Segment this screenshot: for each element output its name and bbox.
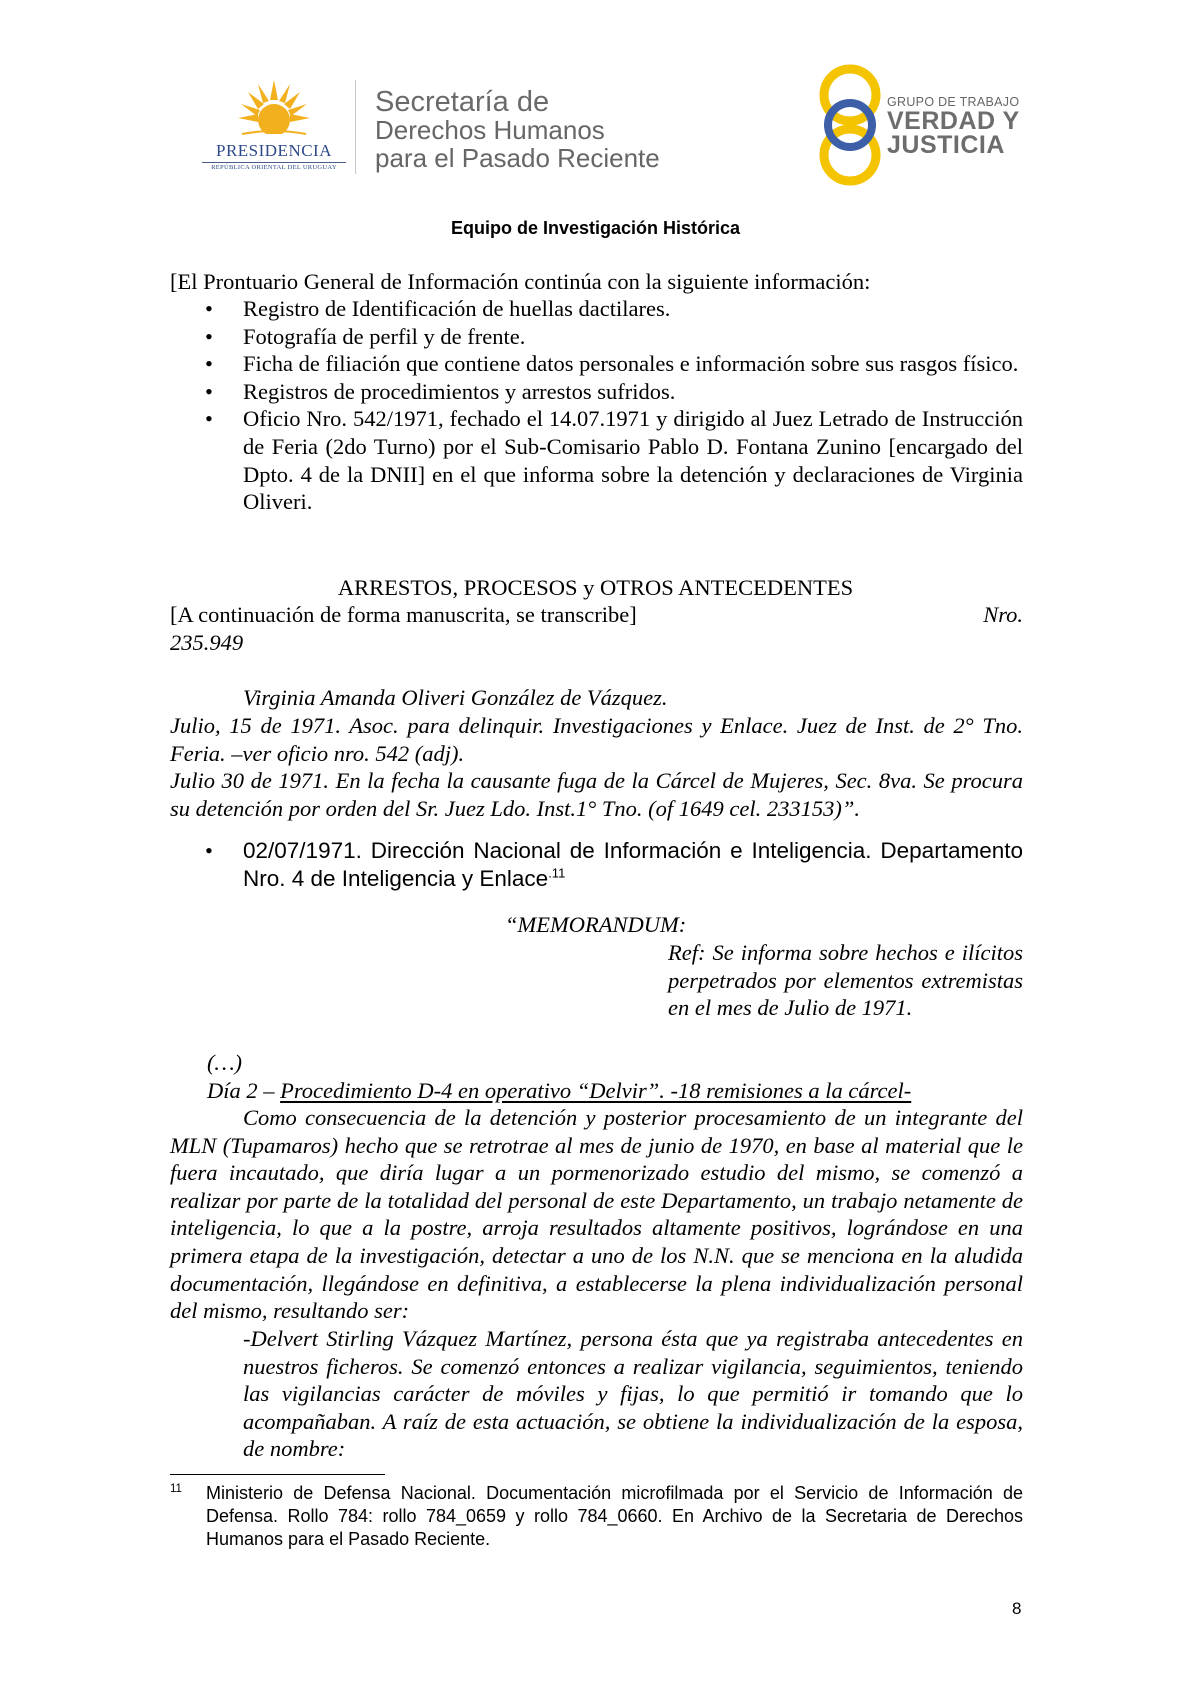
grupo-line-3: JUSTICIA [887, 131, 1005, 159]
nro-value: 235.949 [170, 630, 244, 655]
record-entry-1: Julio, 15 de 1971. Asoc. para delinquir. Investigaciones y Enlace. Juez de Inst. de 2° Tno. Feria. –ver oficio nro. 542 (adj). [170, 713, 1023, 766]
info-bullet-list [170, 295, 1023, 516]
presidencia-divider [202, 162, 346, 163]
list-item: • Ficha de filiación que contiene datos personales e información sobre sus rasgos físico. [205, 351, 1019, 377]
bullet-icon: • [205, 838, 213, 863]
memo-reference: Ref: Se informa sobre hechos e ilícitos perpetrados por elementos extremistas en el mes de Julio de 1971. [668, 940, 1023, 1021]
memo-title: “MEMORANDUM: [505, 912, 687, 937]
dnii-bullet [170, 837, 1023, 893]
grupo-line-1: GRUPO DE TRABAJO [887, 95, 1020, 109]
footnote-number: 11 [170, 1483, 182, 1495]
header-separator [355, 80, 356, 174]
dnii-bullet-text: 02/07/1971. Dirección Nacional de Información e Inteligencia. Departamento Nro. 4 de Inteligencia y Enlace [243, 838, 1023, 891]
page-number: 8 [1012, 1599, 1022, 1618]
footnote-reference: .11 [548, 865, 566, 881]
secretaria-line-3: para el Pasado Reciente [375, 143, 660, 173]
list-item: • Registro de Identificación de huellas dactilares. [205, 296, 671, 321]
nro-label: Nro. [983, 602, 1023, 627]
secretaria-line-2: Derechos Humanos [375, 115, 605, 145]
team-heading: Equipo de Investigación Histórica [450, 218, 741, 238]
bullet-icon: • [205, 406, 213, 432]
memo-ellipsis: (…) [207, 1050, 242, 1075]
bullet-icon: • [205, 296, 213, 321]
memo-day-underlined: Procedimiento D-4 en operativo “Delvir”. -18 remisiones a la cárcel- [280, 1078, 912, 1103]
presidencia-subtitle: REPÚBLICA ORIENTAL DEL URUGUAY [211, 164, 337, 171]
continuation-text: [A continuación de forma manuscrita, se transcribe] [170, 602, 637, 627]
continuation-line [170, 601, 1023, 629]
footnote-divider [170, 1474, 385, 1475]
bullet-icon: • [205, 323, 213, 349]
grupo-line-2: VERDAD Y [887, 107, 1020, 135]
presidencia-name: PRESIDENCIA [215, 141, 332, 160]
verdad-justicia-text [887, 95, 1020, 157]
record-name: Virginia Amanda Oliveri González de Vázquez. [243, 685, 668, 710]
verdad-justicia-logo-icon [812, 64, 888, 186]
intro-line: [El Prontuario General de Información continúa con la siguiente información: [170, 269, 871, 294]
secretaria-title [375, 88, 660, 172]
secretaria-line-1: Secretaría de [375, 86, 550, 118]
list-item: • Registros de procedimientos y arrestos sufridos. [205, 378, 676, 404]
bullet-icon: • [205, 351, 213, 377]
footnote-text: Ministerio de Defensa Nacional. Documentación microfilmada por el Servicio de Información de Defensa. Rollo 784: rollo 784_0659 y rollo 784_0660. En Archivo de la Secretaria de Derechos Humanos para el Pasado Reciente. [206, 1483, 1023, 1549]
section-title: ARRESTOS, PROCESOS y OTROS ANTECEDENTES [337, 575, 854, 600]
memo-day-heading: Día 2 – Procedimiento D-4 en operativo “Delvir”. -18 remisiones a la cárcel- [207, 1078, 912, 1103]
list-item: • Oficio Nro. 542/1971, fechado el 14.07.1971 y dirigido al Juez Letrado de Instrucción de Feria (2do Turno) por el Sub-Comisario Pablo D. Fontana Zunino [encargado del Dpto. 4 de la DNII] en el que informa sobre la detención y declaraciones de Virginia Oliveri. [205, 406, 1023, 515]
record-entry-2: Julio 30 de 1971. En la fecha la causante fuga de la Cárcel de Mujeres, Sec. 8va. Se procura su detención por orden del Sr. Juez Ldo. Inst.1° Tno. (of 1649 cel. 233153)”. [170, 768, 1023, 821]
list-item: • Fotografía de perfil y de frente. [205, 323, 526, 349]
memo-paragraph-1: Como consecuencia de la detención y posterior procesamiento de un integrante del MLN (Tupamaros) hecho que se retrotrae al mes de junio de 1970, en base al material que le fuera incautado, que diría lugar a un pormenorizado estudio del mismo, se comenzó a realizar por parte de la totalidad del personal de este Departamento, un trabajo netamente de inteligencia, lo que a la postre, arroja resultados altamente positivos, lográndose en una primera etapa de la investigación, detectar a uno de los N.N. que se menciona en la aludida documentación, llegándose en definitiva, a establecerse la plena individualización personal del mismo, resultando ser: [170, 1105, 1023, 1324]
bullet-icon: • [205, 378, 213, 404]
presidencia-logo [198, 78, 350, 178]
footnote [170, 1482, 1023, 1551]
memo-paragraph-2: -Delvert Stirling Vázquez Martínez, persona ésta que ya registraba antecedentes en nuestros ficheros. Se comenzó entonces a realizar vigilancia, seguimientos, teniendo las vigilancias carácter de móviles y fijas, lo que permitió ir tomando que lo acompañaban. A raíz de esta actuación, se obtiene la individualización de la esposa, de nombre: [243, 1326, 1023, 1462]
